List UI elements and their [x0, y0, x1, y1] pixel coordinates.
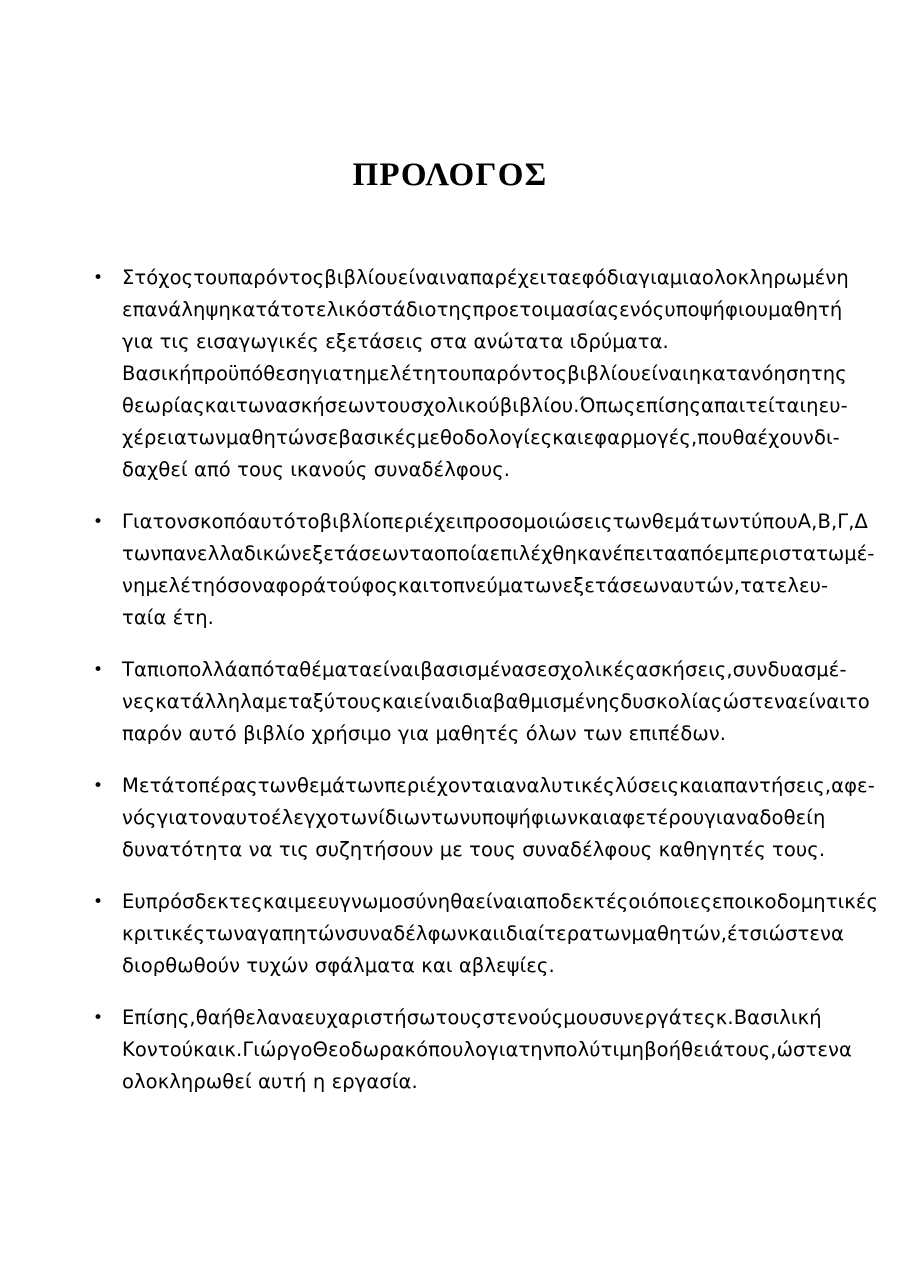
word: σχολικές	[547, 658, 636, 681]
word: επίσης	[635, 394, 702, 417]
word: βασικές	[338, 426, 417, 449]
word: τους	[335, 690, 382, 713]
word: για	[487, 1038, 519, 1061]
word: πολλά	[177, 658, 238, 681]
paragraph-lines	[122, 770, 875, 866]
word: αγαπητών	[244, 922, 346, 945]
paragraph-lines	[122, 654, 870, 750]
word: εφόδια	[571, 266, 639, 289]
word: ευχαριστήσω	[304, 1006, 436, 1029]
word: απαιτείται	[701, 394, 807, 417]
word: τύπου	[739, 510, 798, 533]
word: της	[436, 298, 473, 321]
word: τα	[740, 574, 765, 597]
word: να	[735, 806, 760, 829]
text-line	[122, 1002, 822, 1034]
text-line: δυνατότητα να τις συζητήσουν με τους συναδέλφους καθηγητές τους.	[122, 838, 826, 861]
word: εξετάσεων	[562, 574, 671, 597]
bullet-paragraph	[90, 770, 875, 866]
word: έτσι	[727, 922, 769, 945]
word: ασκήσεων	[275, 394, 376, 417]
word: που	[697, 426, 733, 449]
word: μεταξύ	[264, 690, 336, 713]
bullet-paragraph	[90, 506, 875, 634]
bullet-point-icon: •	[93, 776, 104, 796]
word: μια	[669, 266, 702, 289]
word: κριτικές	[122, 922, 206, 945]
word: Κοντού	[122, 1038, 194, 1061]
text-line	[122, 506, 868, 538]
word: διαβαθμισμένης	[461, 690, 621, 713]
word: πιο	[146, 658, 178, 681]
word: κ.	[715, 1006, 734, 1029]
word: το	[174, 774, 199, 797]
word: μαθητών	[631, 922, 721, 945]
word: θα	[450, 890, 476, 913]
text-line: δαχθεί από τους ικανούς συναδέλφους.	[122, 458, 511, 481]
word: η	[806, 394, 819, 417]
word: το	[845, 690, 870, 713]
bullet-paragraph	[90, 654, 870, 750]
word: δοθεί	[759, 806, 813, 829]
word: Μετά	[122, 774, 175, 797]
word: είναι	[475, 890, 524, 913]
word: των	[592, 922, 632, 945]
word: θεμάτων	[296, 774, 385, 797]
bullet-paragraph	[90, 886, 879, 982]
word: των	[236, 394, 276, 417]
word: σε	[524, 658, 548, 681]
word: βοήθειά	[644, 1038, 724, 1061]
word: ,	[720, 922, 728, 945]
word: ευγνωμοσύνη	[317, 890, 451, 913]
word: και	[262, 890, 295, 913]
page-title: ΠΡΟΛΟΓΟΣ	[352, 157, 548, 194]
bullet-point-icon: •	[93, 1008, 104, 1028]
paragraph-lines	[122, 886, 879, 982]
word: και	[397, 574, 430, 597]
text-line	[122, 390, 848, 422]
word: επανάληψη	[122, 298, 231, 321]
word: αυτών,	[670, 574, 741, 597]
text-line: ταία έτη.	[122, 606, 214, 629]
word: βιβλίου	[324, 266, 398, 289]
word: ώστε	[768, 922, 821, 945]
word: της	[810, 362, 847, 385]
word: τελικό	[304, 298, 369, 321]
text-line	[122, 886, 879, 918]
word: κατά	[230, 298, 281, 321]
word: ,	[824, 774, 832, 797]
word: αυτό	[247, 510, 296, 533]
word: την	[518, 1038, 554, 1061]
word: τον	[152, 510, 188, 533]
word: δι-	[813, 426, 840, 449]
word: του	[375, 394, 411, 417]
word: τελευ-	[764, 574, 829, 597]
word: στενούς	[482, 1006, 564, 1029]
word: των	[523, 574, 563, 597]
word: για	[310, 362, 343, 385]
word: περιέχονται	[384, 774, 503, 797]
word: των	[257, 774, 297, 797]
word: παρέχει	[469, 266, 547, 289]
paragraph-lines	[122, 506, 875, 634]
text-line	[122, 262, 849, 294]
bullet-point-icon: •	[93, 892, 104, 912]
word: να	[773, 690, 798, 713]
paragraph-lines	[122, 1002, 852, 1098]
word: των	[186, 426, 227, 449]
text-line	[122, 570, 829, 602]
text-line	[122, 918, 844, 950]
bullet-point-icon: •	[93, 660, 104, 680]
word: ίδιων	[378, 806, 432, 829]
text-line	[122, 1034, 852, 1066]
bullet-paragraph	[90, 262, 849, 486]
word: Γιώργο	[242, 1038, 313, 1061]
word: παρόντος	[471, 362, 568, 385]
word: τους	[723, 1038, 771, 1061]
word: σκοπό	[187, 510, 248, 533]
word: υποψήφιων	[470, 806, 579, 829]
word: βιβλίο	[319, 510, 382, 533]
word: για	[638, 266, 670, 289]
word: των	[338, 806, 379, 829]
text-line	[122, 294, 843, 326]
word: σχολικού	[410, 394, 500, 417]
word: επιλέχθηκαν	[489, 542, 613, 565]
word: πανελλαδικών	[161, 542, 302, 565]
word: κ.	[224, 1038, 243, 1061]
word: ευ-	[818, 394, 848, 417]
word: μου	[563, 1006, 600, 1029]
word: η	[812, 806, 826, 829]
word: το	[295, 510, 320, 533]
word: θέματα	[299, 658, 373, 681]
text-line	[122, 422, 840, 454]
prologue-body	[90, 262, 879, 1098]
word: από	[677, 542, 714, 565]
word: να	[445, 266, 470, 289]
word: το	[429, 574, 454, 597]
word: ώστε	[776, 1038, 828, 1061]
word: δυσκολίας	[620, 690, 723, 713]
word: και	[552, 426, 584, 449]
word: το	[326, 574, 350, 597]
word: εξετάσεων	[301, 542, 410, 565]
word: πνεύμα	[453, 574, 524, 597]
word: μελέτη	[145, 574, 216, 597]
word: των	[205, 922, 245, 945]
word: ,	[726, 658, 733, 681]
word: με	[294, 890, 318, 913]
word: νες	[122, 690, 156, 713]
word: των	[431, 806, 471, 829]
word: ασκήσεις	[635, 658, 727, 681]
word: έχουν	[757, 426, 814, 449]
word: τον	[187, 806, 223, 829]
word: υποψήφιου	[664, 298, 769, 321]
paragraph-lines	[122, 262, 849, 486]
word: Στόχος	[122, 266, 194, 289]
word: όποιες	[647, 890, 712, 913]
word: συναδέλφων	[345, 922, 468, 945]
word: οποία	[434, 542, 490, 565]
word: για	[704, 806, 736, 829]
word: ολοκληρωμένη	[701, 266, 849, 289]
text-line	[122, 802, 826, 834]
word: και	[193, 1038, 225, 1061]
word: Επίσης	[122, 1006, 190, 1029]
word: χέρεια	[122, 426, 187, 449]
word: να	[820, 922, 844, 945]
text-line: ολοκληρωθεί αυτή η εργασία.	[122, 1070, 418, 1093]
word: ,	[189, 1006, 196, 1029]
word: προσομοιώσεις	[462, 510, 613, 533]
word: Για	[122, 510, 153, 533]
word: Όπως	[579, 394, 636, 417]
word: και	[382, 690, 414, 713]
word: και	[578, 806, 610, 829]
text-line	[122, 358, 847, 390]
word: εποικοδομητικές	[711, 890, 879, 913]
word: συνδυασμέ-	[732, 658, 847, 681]
word: αυτοέλεγχο	[222, 806, 339, 829]
word: αφορά	[262, 574, 327, 597]
word: νη	[122, 574, 146, 597]
word: ιδιαίτερα	[499, 922, 593, 945]
text-line	[122, 538, 875, 570]
word: τα	[546, 266, 572, 289]
bullet-paragraph	[90, 1002, 852, 1098]
bullet-point-icon: •	[93, 512, 104, 532]
word: Α,Β,Γ,Δ	[797, 510, 868, 533]
word: ύφος	[349, 574, 398, 597]
word: του	[436, 362, 472, 385]
word: βιβλίου.	[499, 394, 580, 417]
word: είναι	[372, 658, 421, 681]
word: μαθητών	[226, 426, 316, 449]
word: τα	[274, 658, 300, 681]
word: Βασιλική	[733, 1006, 822, 1029]
text-line	[122, 686, 870, 718]
word: η	[688, 362, 702, 385]
word: τους	[435, 1006, 483, 1029]
word: κατανόηση	[701, 362, 811, 385]
word: το	[280, 298, 305, 321]
word: βασισμένα	[420, 658, 525, 681]
bullet-point-icon: •	[93, 268, 104, 288]
word: στάδιο	[368, 298, 437, 321]
text-line: παρόν αυτό βιβλίο χρήσιμο για μαθητές όλων των επιπέδων.	[122, 722, 727, 745]
word: θα	[732, 426, 758, 449]
word: πέρας	[198, 774, 258, 797]
word: αφετέρου	[609, 806, 705, 829]
word: εφαρμογές	[583, 426, 691, 449]
word: συνεργάτες	[599, 1006, 716, 1029]
word: Ευπρόσδεκτες	[122, 890, 263, 913]
word: θεωρίας	[122, 394, 205, 417]
word: είναι	[797, 690, 846, 713]
word: παρόντος	[228, 266, 325, 289]
word: είναι	[640, 362, 689, 385]
word: ενός	[619, 298, 665, 321]
text-line	[122, 654, 847, 686]
word: κατάλληλα	[155, 690, 265, 713]
word: και	[679, 774, 711, 797]
word: προϋπόθεση	[191, 362, 311, 385]
word: τα	[409, 542, 435, 565]
word: να	[280, 1006, 305, 1029]
word: όσον	[215, 574, 263, 597]
word: αναλυτικές	[502, 774, 615, 797]
word: προετοιμασίας	[472, 298, 620, 321]
word: τη	[342, 362, 367, 385]
text-line	[122, 770, 875, 802]
word: Βασική	[122, 362, 192, 385]
word: περιέχει	[381, 510, 463, 533]
word: αποδεκτές	[523, 890, 629, 913]
word: ήθελα	[220, 1006, 281, 1029]
word: νός	[122, 806, 157, 829]
word: είναι	[397, 266, 446, 289]
text-line: για τις εισαγωγικές εξετάσεις στα ανώτατα ιδρύματα.	[122, 330, 669, 353]
word: θεμάτων	[651, 510, 740, 533]
word: πολύτιμη	[553, 1038, 645, 1061]
word: ,	[770, 1038, 777, 1061]
word: για	[156, 806, 188, 829]
word: μεθοδολογίες	[416, 426, 553, 449]
word: βιβλίου	[567, 362, 641, 385]
word: των	[122, 542, 162, 565]
word: μελέτη	[366, 362, 437, 385]
word: απαντήσεις	[710, 774, 825, 797]
word: από	[237, 658, 275, 681]
word: είναι	[413, 690, 462, 713]
text-line: διορθωθούν τυχών σφάλματα και αβλεψίες.	[122, 954, 555, 977]
word: των	[612, 510, 652, 533]
word: λύσεις	[614, 774, 680, 797]
word: αφε-	[831, 774, 875, 797]
word: ,	[690, 426, 698, 449]
word: να	[828, 1038, 852, 1061]
word: σε	[315, 426, 339, 449]
word: έπειτα	[612, 542, 678, 565]
word: εμπεριστατωμέ-	[713, 542, 875, 565]
word: Τα	[122, 658, 147, 681]
word: οι	[628, 890, 648, 913]
word: και	[467, 922, 500, 945]
word: και	[204, 394, 237, 417]
word: ώστε	[722, 690, 774, 713]
word: Θεοδωρακόπουλο	[312, 1038, 488, 1061]
word: του	[193, 266, 229, 289]
word: θα	[195, 1006, 221, 1029]
word: μαθητή	[768, 298, 843, 321]
